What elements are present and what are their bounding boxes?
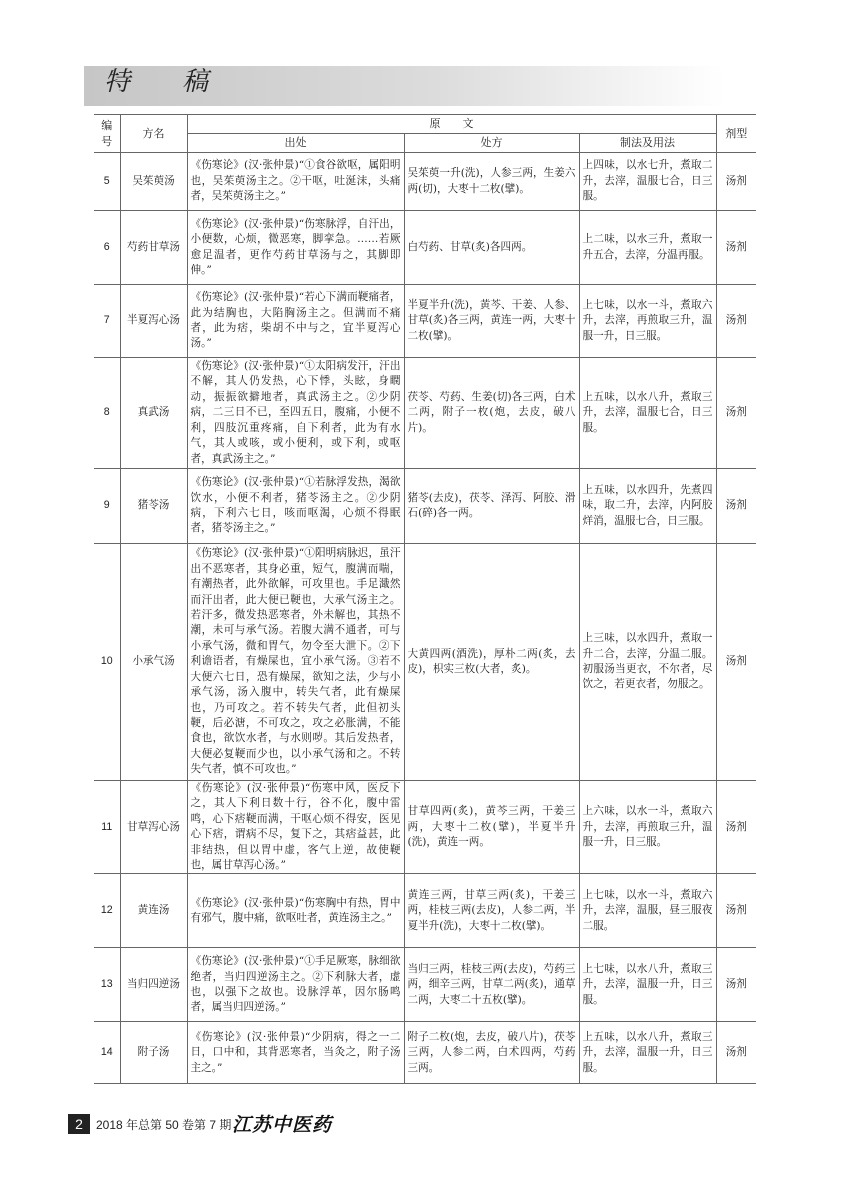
formula-name: 黄连汤 <box>120 874 187 948</box>
formula-name: 小承气汤 <box>120 544 187 781</box>
source-text: 《伤寒论》(汉·张仲景)“伤寒中风，医反下之，其人下利日数十行，谷不化，腹中雷鸣，心下痞鞕而满，干呕心烦不得安，医见心下痞，谓病不尽，复下之，其痞益甚，此非结热，但以胃中虚，客气上逆，故使鞕也，属甘草泻心汤。” <box>187 781 404 874</box>
table-header <box>94 115 756 153</box>
prescription-text: 吴茱萸一升(洗)，人参三两，生姜六两(切)，大枣十二枚(擘)。 <box>404 153 579 211</box>
source-text: 《伤寒论》(汉·张仲景)“①食谷欲呕，属阳明也，吴茱萸汤主之。②干呕，吐涎沫，头痛者，吴茱萸汤主之。” <box>187 153 404 211</box>
formula-name: 甘草泻心汤 <box>120 781 187 874</box>
issue-info: 2018 年总第 50 卷第 7 期 <box>96 1118 232 1132</box>
page-number: 2 <box>68 1114 90 1134</box>
table-row <box>94 153 756 211</box>
table-body <box>94 153 756 1084</box>
method-text: 上二味，以水三升，煮取一升五合，去滓，分温再服。 <box>579 211 716 285</box>
formula-name: 真武汤 <box>120 358 187 469</box>
method-text: 上七味，以水一斗，煮取六升，去滓，再煎取三升，温服一升，日三服。 <box>579 285 716 358</box>
prescription-text: 白芍药、甘草(炙)各四两。 <box>404 211 579 285</box>
method-text: 上四味，以水七升，煮取二升，去滓，温服七合，日三服。 <box>579 153 716 211</box>
header-original-text: 原 文 <box>187 115 716 134</box>
formula-name: 当归四逆汤 <box>120 948 187 1022</box>
table-row <box>94 469 756 544</box>
row-number: 9 <box>94 469 120 544</box>
header-type: 剂型 <box>716 115 756 153</box>
dosage-form: 汤剂 <box>716 153 756 211</box>
table-row <box>94 781 756 874</box>
prescription-text: 半夏半升(洗)，黄芩、干姜、人参、甘草(炙)各三两，黄连一两，大枣十二枚(擘)。 <box>404 285 579 358</box>
prescription-table <box>94 114 756 1084</box>
method-text: 上六味，以水一斗，煮取六升，去滓，再煎取三升，温服一升，日三服。 <box>579 781 716 874</box>
method-text: 上五味，以水八升，煮取三升，去滓，温服一升，日三服。 <box>579 1022 716 1084</box>
row-number: 5 <box>94 153 120 211</box>
prescription-text: 茯苓、芍药、生姜(切)各三两，白术二两，附子一枚(炮，去皮，破八片)。 <box>404 358 579 469</box>
dosage-form: 汤剂 <box>716 781 756 874</box>
header-num: 编号 <box>94 115 120 153</box>
section-title: 特稿 <box>104 67 261 97</box>
formula-name: 半夏泻心汤 <box>120 285 187 358</box>
source-text: 《伤寒论》(汉·张仲景)“①手足厥寒，脉细欲绝者，当归四逆汤主之。②下利脉大者，虚也，以强下之故也。设脉浮革，因尔肠鸣者，属当归四逆汤。” <box>187 948 404 1022</box>
dosage-form: 汤剂 <box>716 874 756 948</box>
dosage-form: 汤剂 <box>716 285 756 358</box>
header-name: 方名 <box>120 115 187 153</box>
formula-name: 芍药甘草汤 <box>120 211 187 285</box>
table-row <box>94 948 756 1022</box>
table-row <box>94 544 756 781</box>
dosage-form: 汤剂 <box>716 544 756 781</box>
row-number: 7 <box>94 285 120 358</box>
formula-name: 吴茱萸汤 <box>120 153 187 211</box>
row-number: 10 <box>94 544 120 781</box>
prescription-text: 大黄四两(酒洗)，厚朴二两(炙，去皮)，枳实三枚(大者，炙)。 <box>404 544 579 781</box>
method-text: 上五味，以水八升，煮取三升，去滓，温服七合，日三服。 <box>579 358 716 469</box>
prescription-text: 当归三两，桂枝三两(去皮)，芍药三两，细辛三两，甘草二两(炙)，通草二两，大枣二十五枚(擘)。 <box>404 948 579 1022</box>
source-text: 《伤寒论》(汉·张仲景)“少阴病，得之一二日，口中和，其背恶寒者，当灸之，附子汤主之。” <box>187 1022 404 1084</box>
row-number: 11 <box>94 781 120 874</box>
source-text: 《伤寒论》(汉·张仲景)“①太阳病发汗，汗出不解，其人仍发热，心下悸，头眩，身瞤动，振振欲擗地者，真武汤主之。②少阴病，二三日不已，至四五日，腹痛，小便不利，四肢沉重疼痛，自下利者，此为有水气，其人或咳，或小便利，或下利，或呕者，真武汤主之。” <box>187 358 404 469</box>
source-text: 《伤寒论》(汉·张仲景)“伤寒胸中有热，胃中有邪气，腹中痛，欲呕吐者，黄连汤主之。” <box>187 874 404 948</box>
prescription-text: 黄连三两，甘草三两(炙)，干姜三两，桂枝三两(去皮)，人参二两，半夏半升(洗)，大枣十二枚(擘)。 <box>404 874 579 948</box>
source-text: 《伤寒论》(汉·张仲景)“伤寒脉浮，自汗出，小便数，心烦，微恶寒，脚挛急。……若厥愈足温者，更作芍药甘草汤与之，其脚即伸。” <box>187 211 404 285</box>
prescription-text: 附子二枚(炮，去皮，破八片)，茯苓三两，人参二两，白术四两，芍药三两。 <box>404 1022 579 1084</box>
dosage-form: 汤剂 <box>716 1022 756 1084</box>
source-text: 《伤寒论》(汉·张仲景)“①若脉浮发热，渴欲饮水，小便不利者，猪苓汤主之。②少阴病，下利六七日，咳而呕渴，心烦不得眠者，猪苓汤主之。” <box>187 469 404 544</box>
table-row <box>94 285 756 358</box>
header-prescription: 处方 <box>404 134 579 153</box>
formula-name: 附子汤 <box>120 1022 187 1084</box>
row-number: 6 <box>94 211 120 285</box>
header-method: 制法及用法 <box>579 134 716 153</box>
journal-logo: 江苏中医药 <box>232 1114 333 1136</box>
dosage-form: 汤剂 <box>716 211 756 285</box>
formula-name: 猪苓汤 <box>120 469 187 544</box>
table-row <box>94 874 756 948</box>
table-row <box>94 211 756 285</box>
method-text: 上三味，以水四升，煮取一升二合，去滓，分温二服。初服汤当更衣，不尔者，尽饮之，若更衣者，勿服之。 <box>579 544 716 781</box>
method-text: 上七味，以水一斗，煮取六升，去滓，温服，昼三服夜二服。 <box>579 874 716 948</box>
method-text: 上五味，以水四升，先煮四味，取二升，去滓，内阿胶烊消，温服七合，日三服。 <box>579 469 716 544</box>
dosage-form: 汤剂 <box>716 358 756 469</box>
table-row <box>94 1022 756 1084</box>
row-number: 13 <box>94 948 120 1022</box>
source-text: 《伤寒论》(汉·张仲景)“若心下满而鞕痛者，此为结胸也，大陷胸汤主之。但满而不痛者，此为痞，柴胡不中与之，宜半夏泻心汤。” <box>187 285 404 358</box>
row-number: 14 <box>94 1022 120 1084</box>
dosage-form: 汤剂 <box>716 948 756 1022</box>
prescription-text: 猪苓(去皮)，茯苓、泽泻、阿胶、滑石(碎)各一两。 <box>404 469 579 544</box>
header-source: 出处 <box>187 134 404 153</box>
method-text: 上七味，以水八升，煮取三升，去滓，温服一升，日三服。 <box>579 948 716 1022</box>
row-number: 8 <box>94 358 120 469</box>
source-text: 《伤寒论》(汉·张仲景)“①阳明病脉迟，虽汗出不恶寒者，其身必重，短气，腹满而喘，有潮热者，此外欲解，可攻里也。手足濈然而汗出者，此大便已鞕也，大承气汤主之。若汗多，微发热恶寒者，外未解也，其热不潮，未可与承气汤。若腹大满不通者，可与小承气汤，微和胃气，勿令至大泄下。②下利谵语者，有燥屎也，宜小承气汤。③若不大便六七日，恐有燥屎，欲知之法，少与小承气汤，汤入腹中，转失气者，此有燥屎也，乃可攻之。若不转失气者，此但初头鞕，后必溏，不可攻之，攻之必胀满，不能食也，欲饮水者，与水则哕。其后发热者，大便必复鞕而少也，以小承气汤和之。不转失气者，慎不可攻也。” <box>187 544 404 781</box>
table-row <box>94 358 756 469</box>
dosage-form: 汤剂 <box>716 469 756 544</box>
row-number: 12 <box>94 874 120 948</box>
prescription-text: 甘草四两(炙)，黄芩三两，干姜三两，大枣十二枚(擘)，半夏半升(洗)，黄连一两。 <box>404 781 579 874</box>
